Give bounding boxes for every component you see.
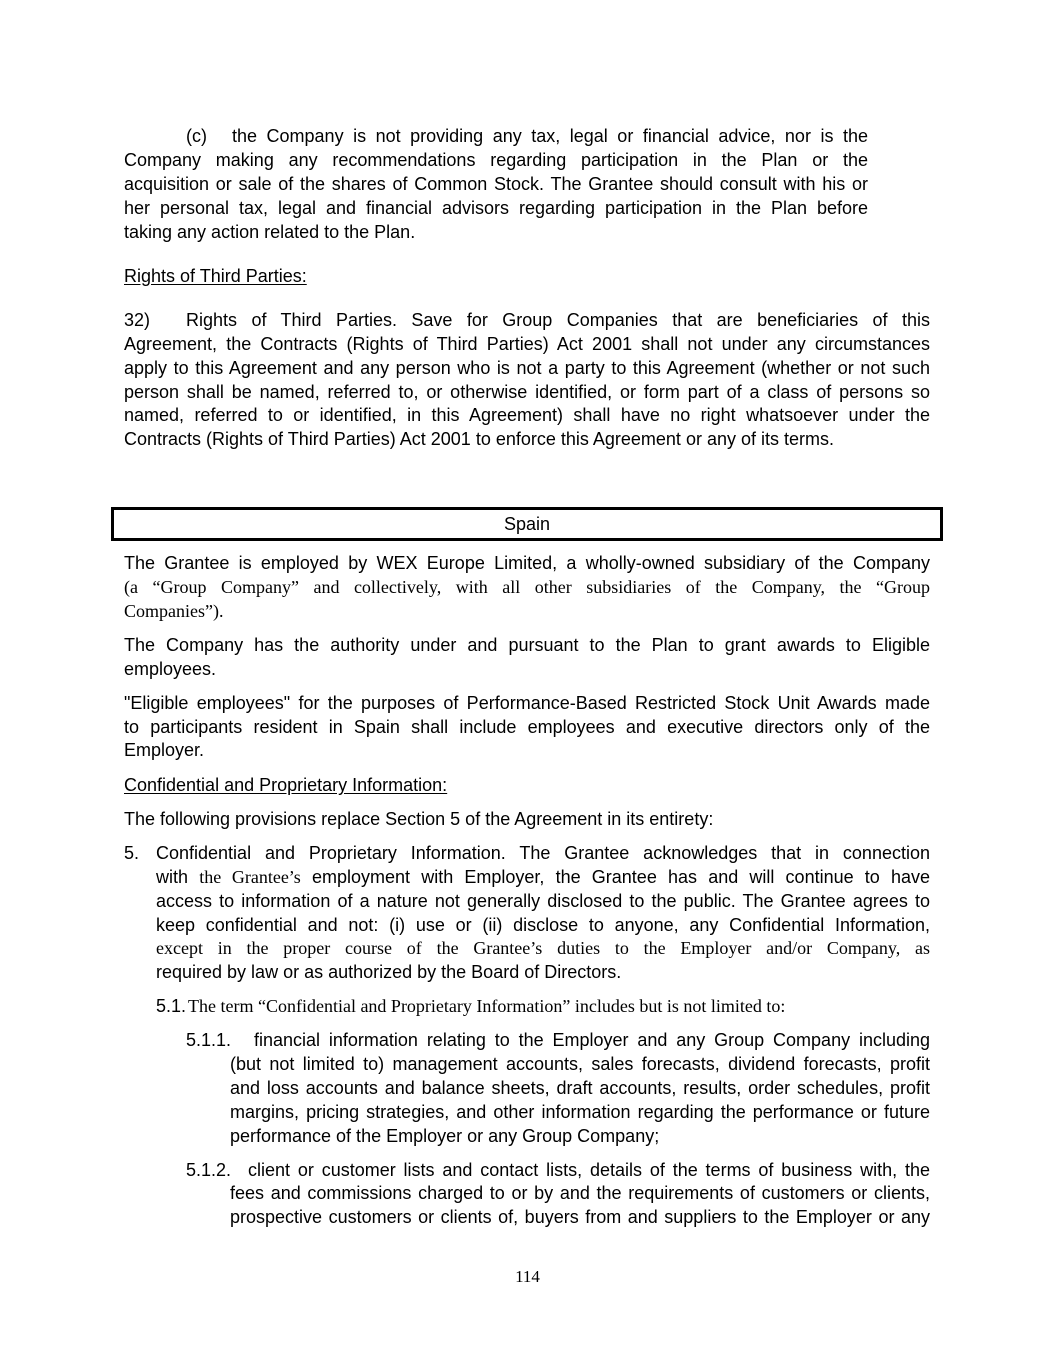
- clause-line: person shall be named, referred to, or otherwise identified, or form part of a class of persons so: [124, 382, 930, 402]
- replace-note: The following provisions replace Section 5 of the Agreement in its entirety:: [124, 809, 714, 829]
- section-number: 5.: [124, 843, 140, 863]
- section-line: required by law or as authorized by the Board of Directors.: [156, 962, 622, 982]
- section-line: except in the proper course of the Grantee’s duties to the Employer and/or Company, as: [156, 938, 930, 958]
- section-line: keep confidential and not: (i) use or (ii) disclose to anyone, any Confidential Information,: [156, 915, 930, 935]
- item-c-line: her personal tax, legal and financial advisors regarding participation in the Plan before: [124, 198, 868, 218]
- item-c-label: (c): [186, 126, 207, 146]
- section-line: fees and commissions charged to or by and the requirements of customers or clients,: [230, 1183, 930, 1203]
- clause-line: named, referred to or identified, in this Agreement) shall have no right whatsoever under the: [124, 405, 930, 425]
- paragraph-line: The Grantee is employed by WEX Europe Limited, a wholly-owned subsidiary of the Company: [124, 553, 930, 573]
- clause-line: Rights of Third Parties. Save for Group Companies that are beneficiaries of this: [186, 310, 930, 330]
- section-heading: Rights of Third Parties:: [124, 266, 307, 286]
- clause-line: apply to this Agreement and any person who is not a party to this Agreement (whether or not such: [124, 358, 930, 378]
- line-segment: the Grantee’s: [199, 867, 301, 887]
- country-title-box: [111, 507, 943, 541]
- section-line: financial information relating to the Employer and any Group Company including: [254, 1030, 930, 1050]
- section-line: access to information of a nature not generally disclosed to the public. The Grantee agrees to: [156, 891, 930, 911]
- clause-line: Agreement, the Contracts (Rights of Third Parties) Act 2001 shall not under any circumstances: [124, 334, 930, 354]
- country-title: Spain: [503, 514, 551, 534]
- item-c-line: acquisition or sale of the shares of Common Stock. The Grantee should consult with his or: [124, 174, 868, 194]
- section-number: 5.1.2.: [186, 1160, 232, 1180]
- section-line: performance of the Employer or any Group Company;: [230, 1126, 660, 1146]
- item-c-line: Company making any recommendations regarding participation in the Plan or the: [124, 150, 868, 170]
- paragraph-line: "Eligible employees" for the purposes of Performance-Based Restricted Stock Unit Awards made: [124, 693, 930, 713]
- section-line: Confidential and Proprietary Information. The Grantee acknowledges that in connection: [156, 843, 930, 863]
- section-line: prospective customers or clients of, buyers from and suppliers to the Employer or any: [230, 1207, 930, 1227]
- section-line: The term “Confidential and Proprietary Information” includes but is not limited to:: [188, 996, 786, 1016]
- item-c-line: the Company is not providing any tax, legal or financial advice, nor is the: [232, 126, 868, 146]
- line-segment: with: [156, 867, 200, 887]
- section-line: and loss accounts and balance sheets, draft accounts, results, order schedules, profit: [230, 1078, 930, 1098]
- section-line: (but not limited to) management accounts, sales forecasts, dividend forecasts, profit: [230, 1054, 930, 1074]
- paragraph-line: employees.: [124, 659, 217, 679]
- section-line: client or customer lists and contact lists, details of the terms of business with, the: [248, 1160, 930, 1180]
- section-line: [156, 865, 930, 889]
- paragraph-line: Employer.: [124, 740, 205, 760]
- section-heading: Confidential and Proprietary Information:: [124, 775, 448, 795]
- paragraph-line: The Company has the authority under and pursuant to the Plan to grant awards to Eligible: [124, 635, 930, 655]
- clause-line: Contracts (Rights of Third Parties) Act 2001 to enforce this Agreement or any of its terms.: [124, 429, 834, 449]
- line-segment: employment with Employer, the Grantee has and will continue to have: [300, 867, 930, 887]
- section-number: 5.1.1.: [186, 1030, 232, 1050]
- paragraph-line: to participants resident in Spain shall include employees and executive directors only of the: [124, 717, 930, 737]
- paragraph-line: (a “Group Company” and collectively, with all other subsidiaries of the Company, the “Group: [124, 577, 930, 597]
- paragraph-line: Companies”).: [124, 601, 224, 621]
- page-number: 114: [515, 1267, 540, 1286]
- section-line: margins, pricing strategies, and other information regarding the performance or future: [230, 1102, 930, 1122]
- clause-number: 32): [124, 310, 151, 330]
- item-c-line: taking any action related to the Plan.: [124, 222, 416, 242]
- section-number: 5.1.: [156, 996, 187, 1016]
